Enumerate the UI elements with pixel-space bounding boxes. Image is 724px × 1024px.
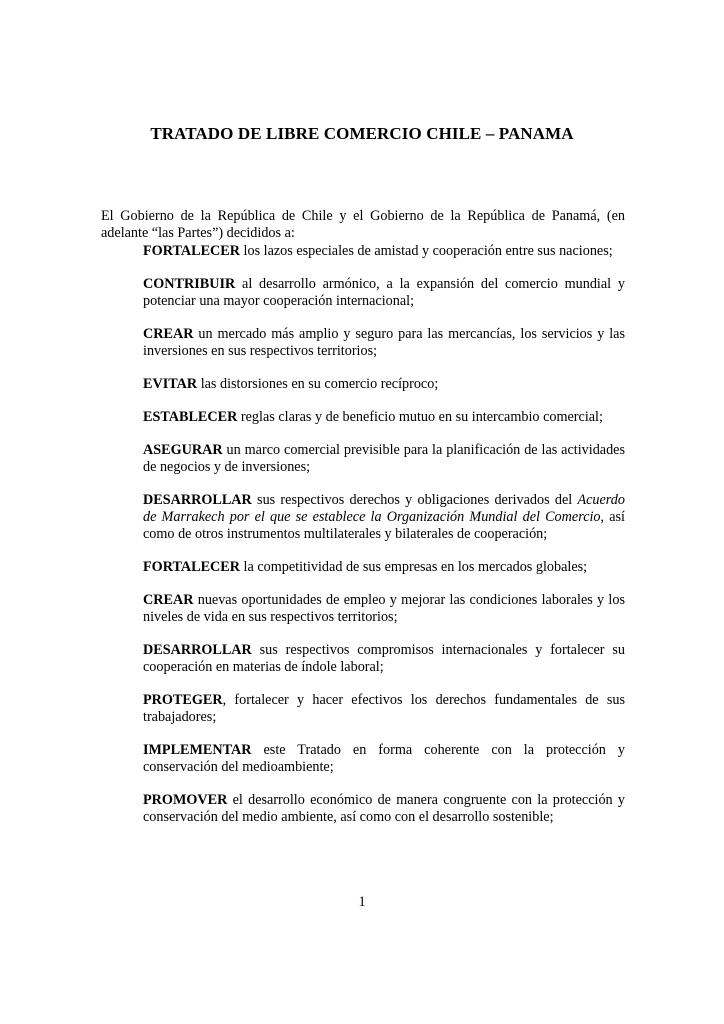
clause-keyword: CREAR: [143, 326, 194, 342]
clause-text: al desarrollo armónico, a la expansión del comercio mundial y potenciar una mayor cooperación internacional;: [143, 276, 625, 309]
clause-promover: [143, 792, 625, 826]
clause-text: , fortalecer y hacer efectivos los derechos fundamentales de sus trabajadores;: [143, 692, 625, 725]
clause-fortalecer-2: [143, 559, 625, 576]
clause-text-after: , así como de otros instrumentos multilaterales y bilaterales de cooperación;: [143, 509, 625, 542]
clause-keyword: FORTALECER: [143, 243, 240, 259]
clause-italic-citation: Acuerdo de Marrakech por el que se establece la Organización Mundial del Comercio: [143, 492, 625, 525]
clause-keyword: PROMOVER: [143, 792, 228, 808]
clause-text: el desarrollo económico de manera congruente con la protección y conservación del medio ambiente, así como con el desarrollo sostenible;: [143, 792, 625, 825]
clause-list: [143, 243, 625, 842]
clause-keyword: ASEGURAR: [143, 442, 223, 458]
clause-text: este Tratado en forma coherente con la protección y conservación del medioambiente;: [143, 742, 625, 775]
clause-asegurar: [143, 442, 625, 476]
clause-establecer: [143, 409, 625, 426]
clause-text: las distorsiones en su comercio recíproco;: [197, 376, 439, 392]
clause-text: nuevas oportunidades de empleo y mejorar las condiciones laborales y los niveles de vida en sus respectivos territorios;: [143, 592, 625, 625]
clause-proteger: [143, 692, 625, 726]
clause-crear-1: [143, 326, 625, 360]
clause-keyword: CONTRIBUIR: [143, 276, 236, 292]
clause-text: sus respectivos compromisos internacionales y fortalecer su cooperación en materias de índole laboral;: [143, 642, 625, 675]
clause-keyword: CREAR: [143, 592, 194, 608]
clause-keyword: IMPLEMENTAR: [143, 742, 252, 758]
page-number: 1: [358, 894, 366, 910]
clause-keyword: PROTEGER: [143, 692, 223, 708]
clause-evitar: [143, 376, 625, 393]
clause-implementar: [143, 742, 625, 776]
clause-keyword: DESARROLLAR: [143, 492, 252, 508]
intro-paragraph: El Gobierno de la República de Chile y el Gobierno de la República de Panamá, (en adelante “las Partes”) decididos a:: [101, 208, 625, 242]
clause-text: sus respectivos derechos y obligaciones derivados del: [251, 492, 578, 508]
clause-keyword: DESARROLLAR: [143, 642, 252, 658]
clause-desarrollar-1: [143, 492, 625, 543]
clause-crear-2: [143, 592, 625, 626]
clause-contribuir: [143, 276, 625, 310]
clause-keyword: ESTABLECER: [143, 409, 238, 425]
clause-text: un mercado más amplio y seguro para las mercancías, los servicios y las inversiones en sus respectivos territorios;: [143, 326, 625, 359]
clause-desarrollar-2: [143, 642, 625, 676]
clause-keyword: FORTALECER: [143, 559, 240, 575]
clause-text: la competitividad de sus empresas en los mercados globales;: [239, 559, 588, 575]
clause-text: los lazos especiales de amistad y cooperación entre sus naciones;: [239, 243, 613, 259]
clause-text: un marco comercial previsible para la planificación de las actividades de negocios y de inversiones;: [143, 442, 625, 475]
clause-fortalecer-1: [143, 243, 625, 260]
document-title: TRATADO DE LIBRE COMERCIO CHILE – PANAMA: [150, 124, 574, 143]
clause-keyword: EVITAR: [143, 376, 198, 392]
clause-text: reglas claras y de beneficio mutuo en su intercambio comercial;: [237, 409, 603, 425]
